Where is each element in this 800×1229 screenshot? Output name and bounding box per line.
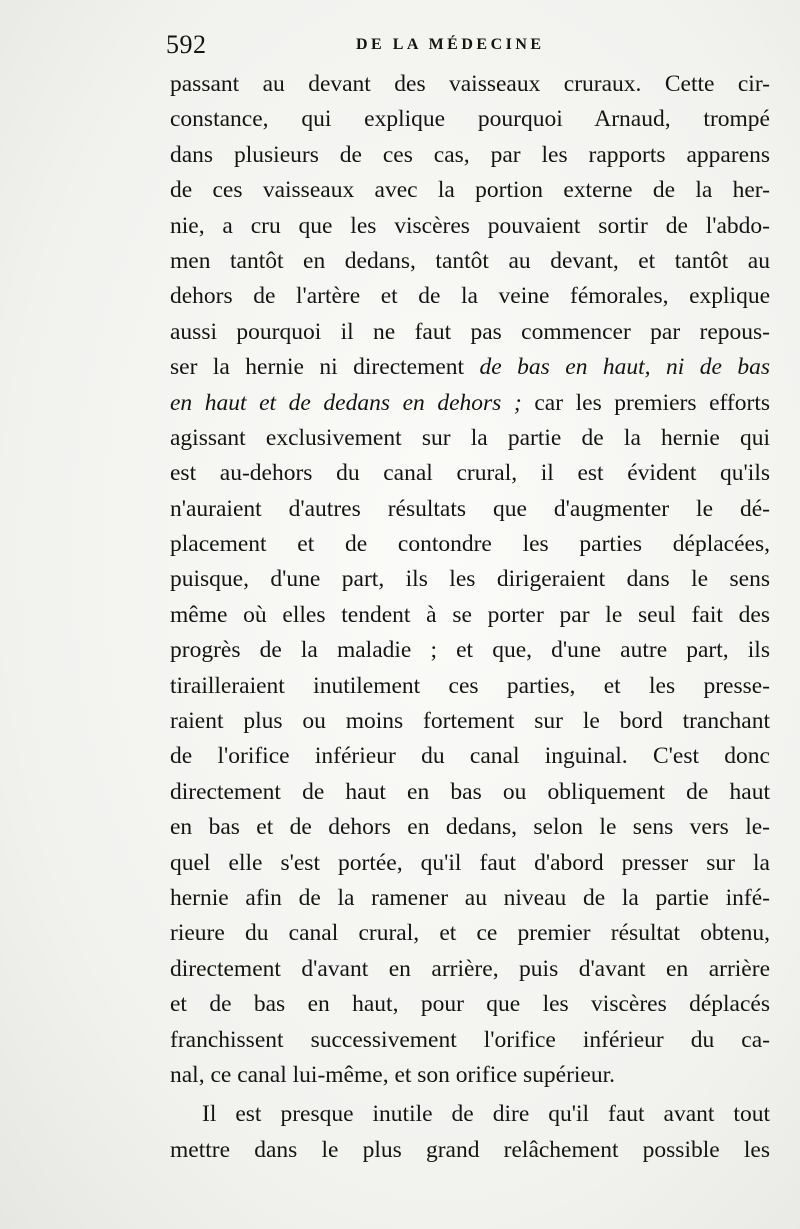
text-line: agissant exclusivement sur la partie de la hernie qui (170, 424, 770, 451)
running-head: DE LA MÉDECINE (356, 36, 545, 53)
text-line: dehors de l'artère et de la veine fémorales, explique (170, 283, 770, 310)
text-line: aussi pourquoi il ne faut pas commencer par repous- (170, 318, 770, 345)
text-line: franchissent successivement l'orifice inférieur du ca- (170, 1026, 770, 1053)
text-line: passant au devant des vaisseaux cruraux. Cette cir- (170, 71, 770, 97)
text-line (170, 350, 770, 385)
text-line: rieure du canal crural, et ce premier résultat obtenu, (170, 920, 770, 947)
text-line: dans plusieurs de ces cas, par les rapports apparens (170, 141, 770, 168)
text-line: men tantôt en dedans, tantôt au devant, et tantôt au (170, 247, 770, 274)
paragraph-end-line: nal, ce canal lui-même, et son orifice supérieur. (170, 1061, 616, 1088)
page-number: 592 (166, 30, 207, 59)
text-line: mettre dans le plus grand relâchement possible les (170, 1136, 770, 1163)
text-run: car les premiers efforts (521, 389, 770, 416)
text-line: est au-dehors du canal crural, il est évident qu'ils (170, 460, 770, 487)
text-line: n'auraient d'autres résultats que d'augmenter le dé- (170, 495, 770, 522)
text-line: directement d'avant en arrière, puis d'avant en arrière (170, 955, 770, 982)
text-line: raient plus ou moins fortement sur le bord tranchant (170, 708, 770, 735)
page-header (166, 30, 766, 66)
paragraph-start-line: Il est presque inutile de dire qu'il faut avant tout (202, 1101, 770, 1128)
text-line: quel elle s'est portée, qu'il faut d'abord presser sur la (170, 849, 770, 876)
text-line: directement de haut en bas ou obliquement de haut (170, 778, 770, 805)
text-line: puisque, d'une part, ils les dirigeraient dans le sens (170, 566, 770, 593)
text-line: de ces vaisseaux avec la portion externe de la her- (170, 177, 770, 204)
text-line: placement et de contondre les parties déplacées, (170, 531, 770, 558)
italic-text-run: en haut et de dedans en dehors ; (170, 389, 522, 416)
italic-text-run: de bas en haut, ni de bas (479, 354, 770, 381)
text-line: hernie afin de la ramener au niveau de la partie infé- (170, 884, 770, 911)
text-line: tirailleraient inutilement ces parties, et les presse- (170, 672, 770, 699)
text-line: progrès de la maladie ; et que, d'une autre part, ils (170, 637, 770, 664)
body-text (170, 67, 770, 1168)
text-line (170, 386, 770, 421)
text-line: et de bas en haut, pour que les viscères déplacés (170, 991, 770, 1018)
text-line: constance, qui explique pourquoi Arnaud, trompé (170, 106, 770, 133)
text-run: ser la hernie ni directement (170, 354, 480, 381)
text-line: en bas et de dehors en dedans, selon le sens vers le- (170, 814, 770, 841)
text-line: de l'orifice inférieur du canal inguinal. C'est donc (170, 743, 770, 770)
text-line: même où elles tendent à se porter par le seul fait des (170, 601, 770, 628)
text-line: nie, a cru que les viscères pouvaient sortir de l'abdo- (170, 212, 770, 239)
